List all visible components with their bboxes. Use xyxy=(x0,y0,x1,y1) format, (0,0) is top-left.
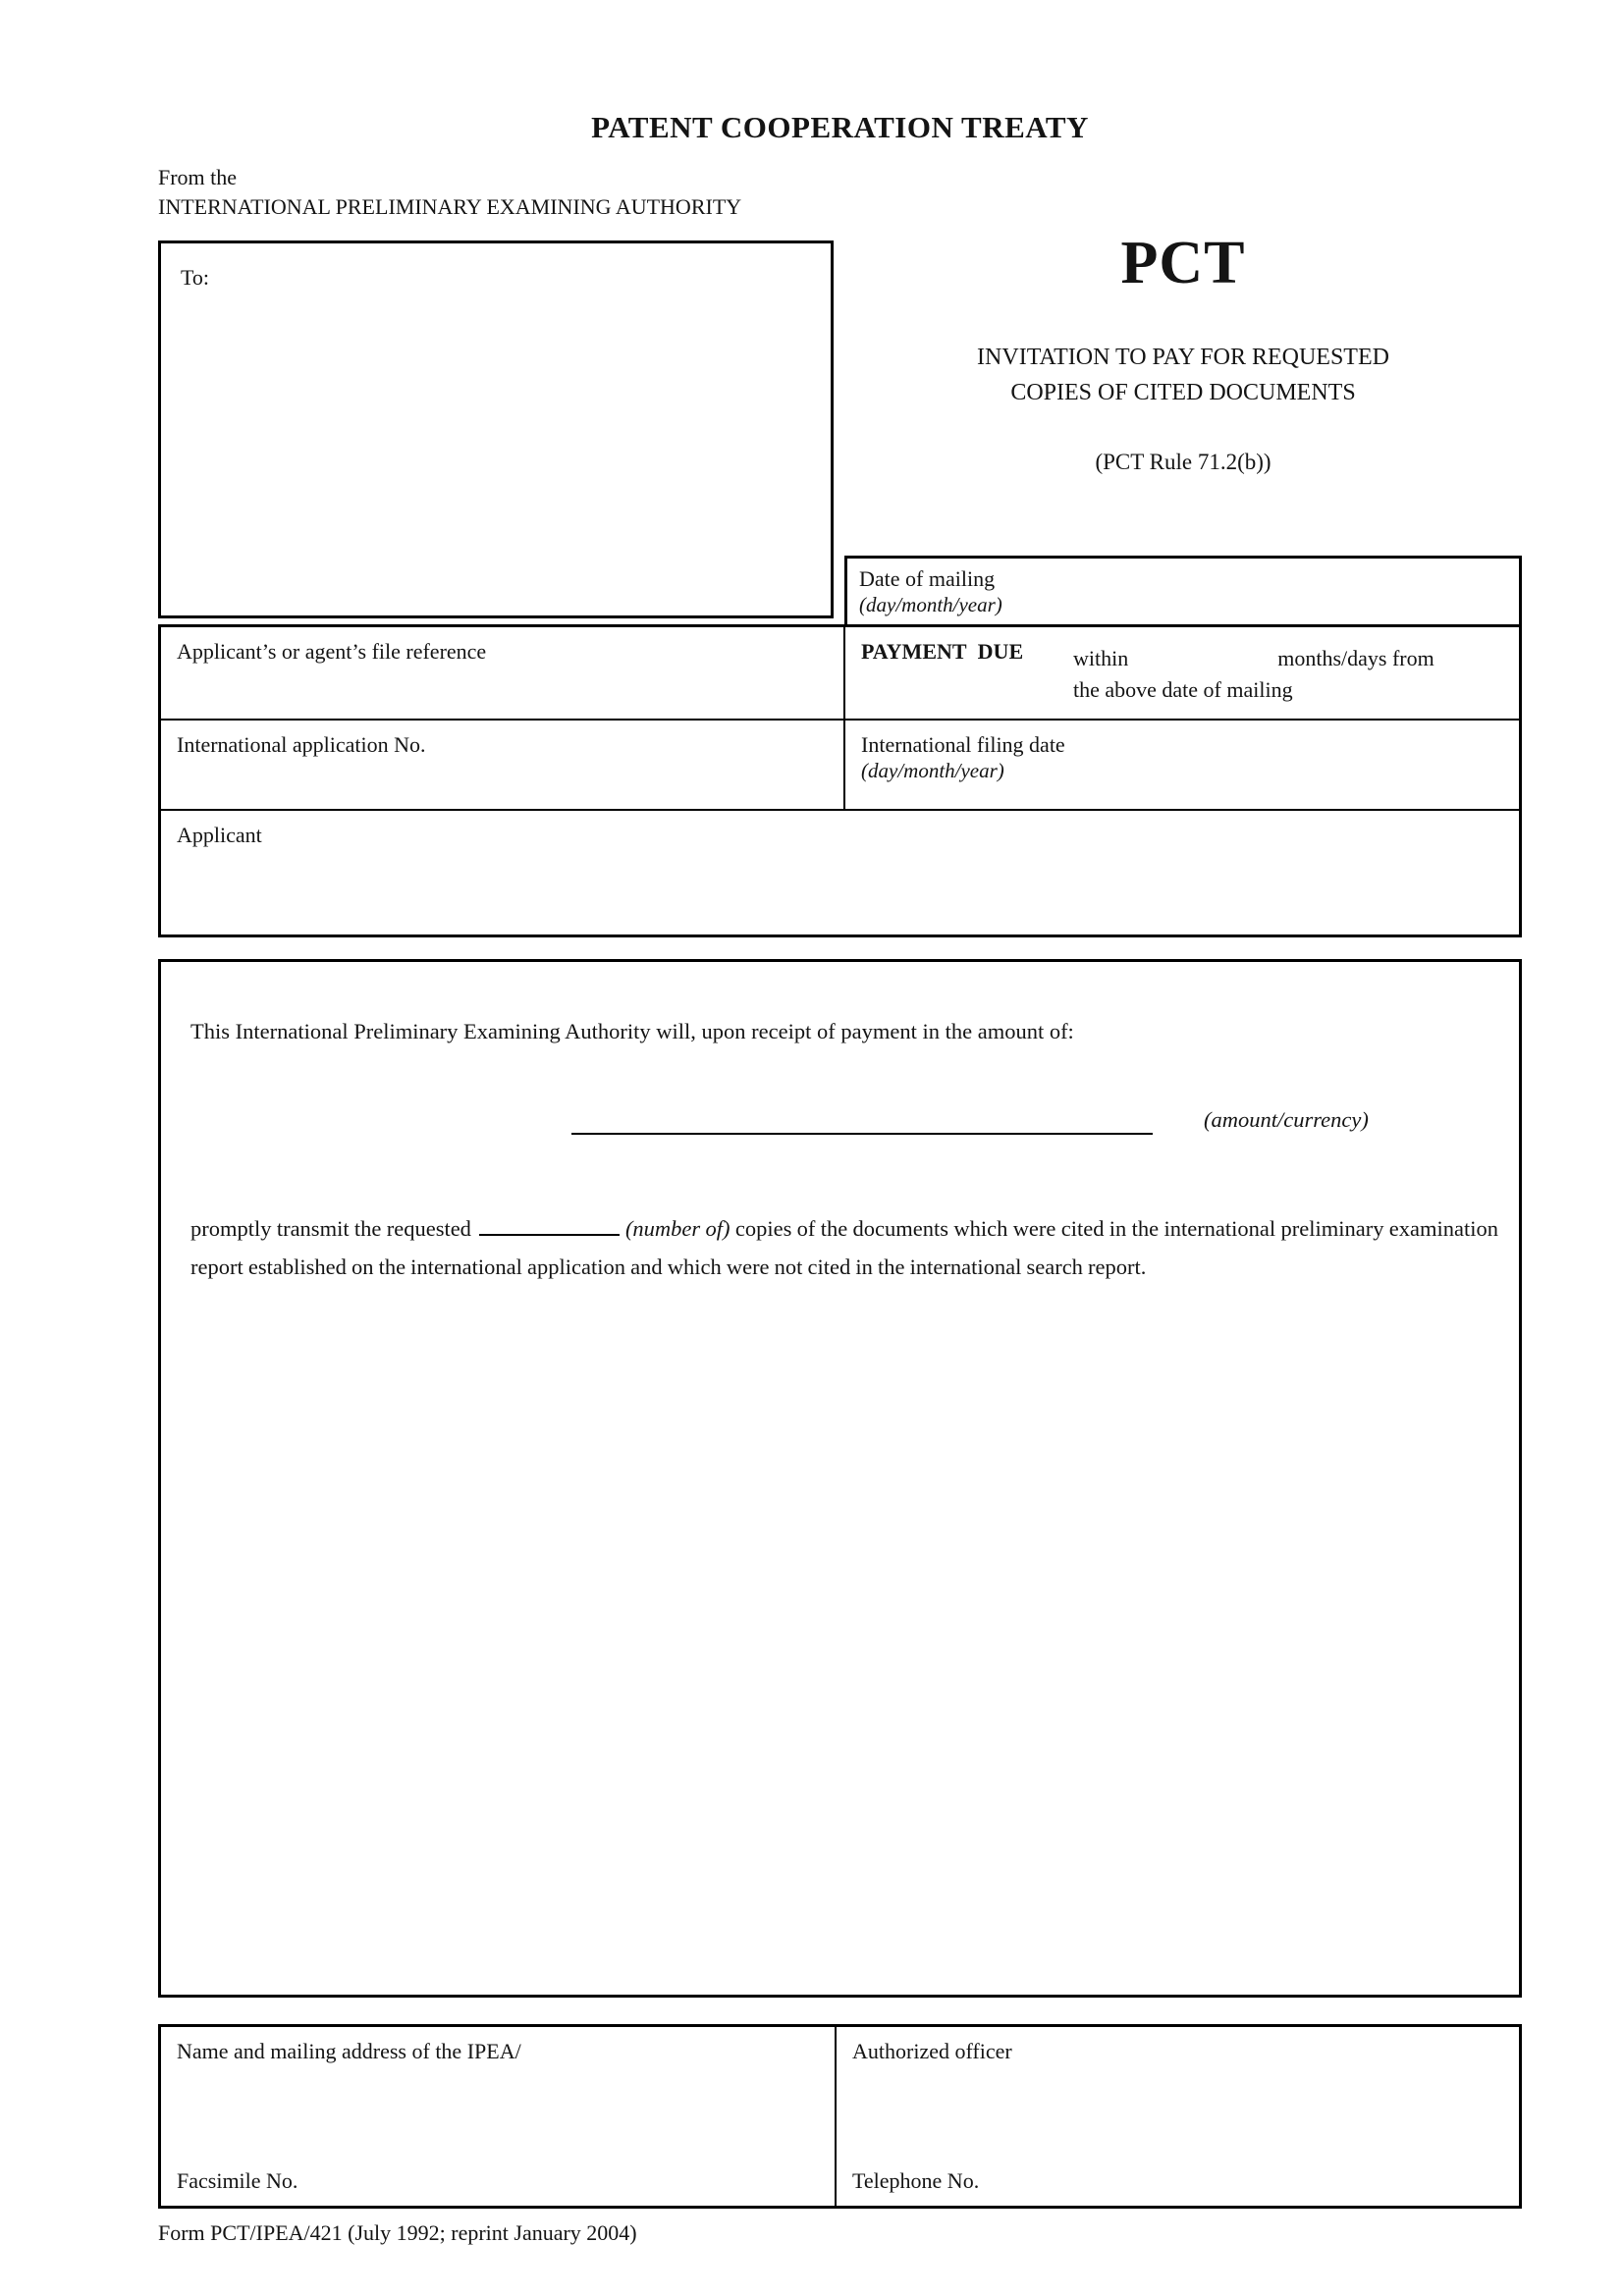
file-reference-label: Applicant’s or agent’s file reference xyxy=(177,639,487,664)
payment-within-label: within xyxy=(1073,646,1129,670)
from-label: From the xyxy=(158,165,238,189)
payment-months-label: months/days from xyxy=(1277,646,1434,670)
payment-due-label: PAYMENT DUE xyxy=(861,639,1024,664)
number-of-label: (number of) xyxy=(624,1216,730,1241)
payment-statement-box xyxy=(158,959,1522,1998)
intro-text: This International Preliminary Examining Authority will, upon receipt of payment in the amount of: xyxy=(190,1019,1074,1043)
authorized-officer-cell[interactable] xyxy=(837,2027,1519,2206)
facsimile-label: Facsimile No. xyxy=(177,2168,298,2193)
transmit-paragraph xyxy=(190,1209,1498,1286)
pct-logo: PCT xyxy=(1120,230,1246,296)
ipea-address-label: Name and mailing address of the IPEA/ xyxy=(177,2039,521,2063)
rule-reference: (PCT Rule 71.2(b)) xyxy=(1095,450,1271,474)
amount-currency-label: (amount/currency) xyxy=(1204,1107,1369,1132)
applicant-label: Applicant xyxy=(177,823,262,847)
form-identifier: Form PCT/IPEA/421 (July 1992; reprint January 2004) xyxy=(158,2220,637,2245)
applicant-cell[interactable] xyxy=(161,811,1519,934)
paragraph-lead: promptly transmit the requested xyxy=(190,1216,471,1241)
international-filing-date-cell[interactable] xyxy=(845,721,1519,809)
ipea-address-cell[interactable] xyxy=(161,2027,837,2206)
international-filing-date-format: (day/month/year) xyxy=(861,759,1004,782)
amount-blank-field[interactable] xyxy=(571,1103,1153,1135)
date-of-mailing-label: Date of mailing xyxy=(859,566,996,591)
number-of-blank-field[interactable] xyxy=(479,1214,620,1237)
addressee-box[interactable] xyxy=(158,240,834,618)
date-of-mailing-box[interactable] xyxy=(844,556,1522,627)
authorized-officer-label: Authorized officer xyxy=(852,2039,1012,2063)
file-reference-cell[interactable] xyxy=(161,627,845,719)
invitation-line-2: COPIES OF CITED DOCUMENTS xyxy=(1010,380,1356,405)
telephone-label: Telephone No. xyxy=(852,2168,980,2193)
table-row xyxy=(161,627,1519,721)
info-table xyxy=(158,624,1522,937)
international-application-cell[interactable] xyxy=(161,721,845,809)
pct-header xyxy=(844,229,1522,475)
international-filing-date-label: International filing date xyxy=(861,732,1065,757)
date-of-mailing-format: (day/month/year) xyxy=(859,593,1002,616)
to-label: To: xyxy=(181,265,210,290)
from-authority-block xyxy=(158,163,741,222)
payment-line2-label: the above date of mailing xyxy=(1073,677,1293,702)
payment-due-cell[interactable] xyxy=(845,627,1519,719)
invitation-heading xyxy=(844,340,1522,410)
invitation-line-1: INVITATION TO PAY FOR REQUESTED xyxy=(977,345,1389,370)
form-title: PATENT COOPERATION TREATY xyxy=(591,110,1089,144)
signature-box xyxy=(158,2024,1522,2209)
authority-name: INTERNATIONAL PRELIMINARY EXAMINING AUTHORITY xyxy=(158,194,742,219)
international-application-label: International application No. xyxy=(177,732,426,757)
paragraph-body: copies of the documents which were cited in the international preliminary examination report established on the international application and which were not cited in the international search report. xyxy=(190,1216,1499,1279)
table-row xyxy=(161,811,1519,934)
table-row xyxy=(161,721,1519,811)
payment-due-terms xyxy=(1073,643,1505,706)
